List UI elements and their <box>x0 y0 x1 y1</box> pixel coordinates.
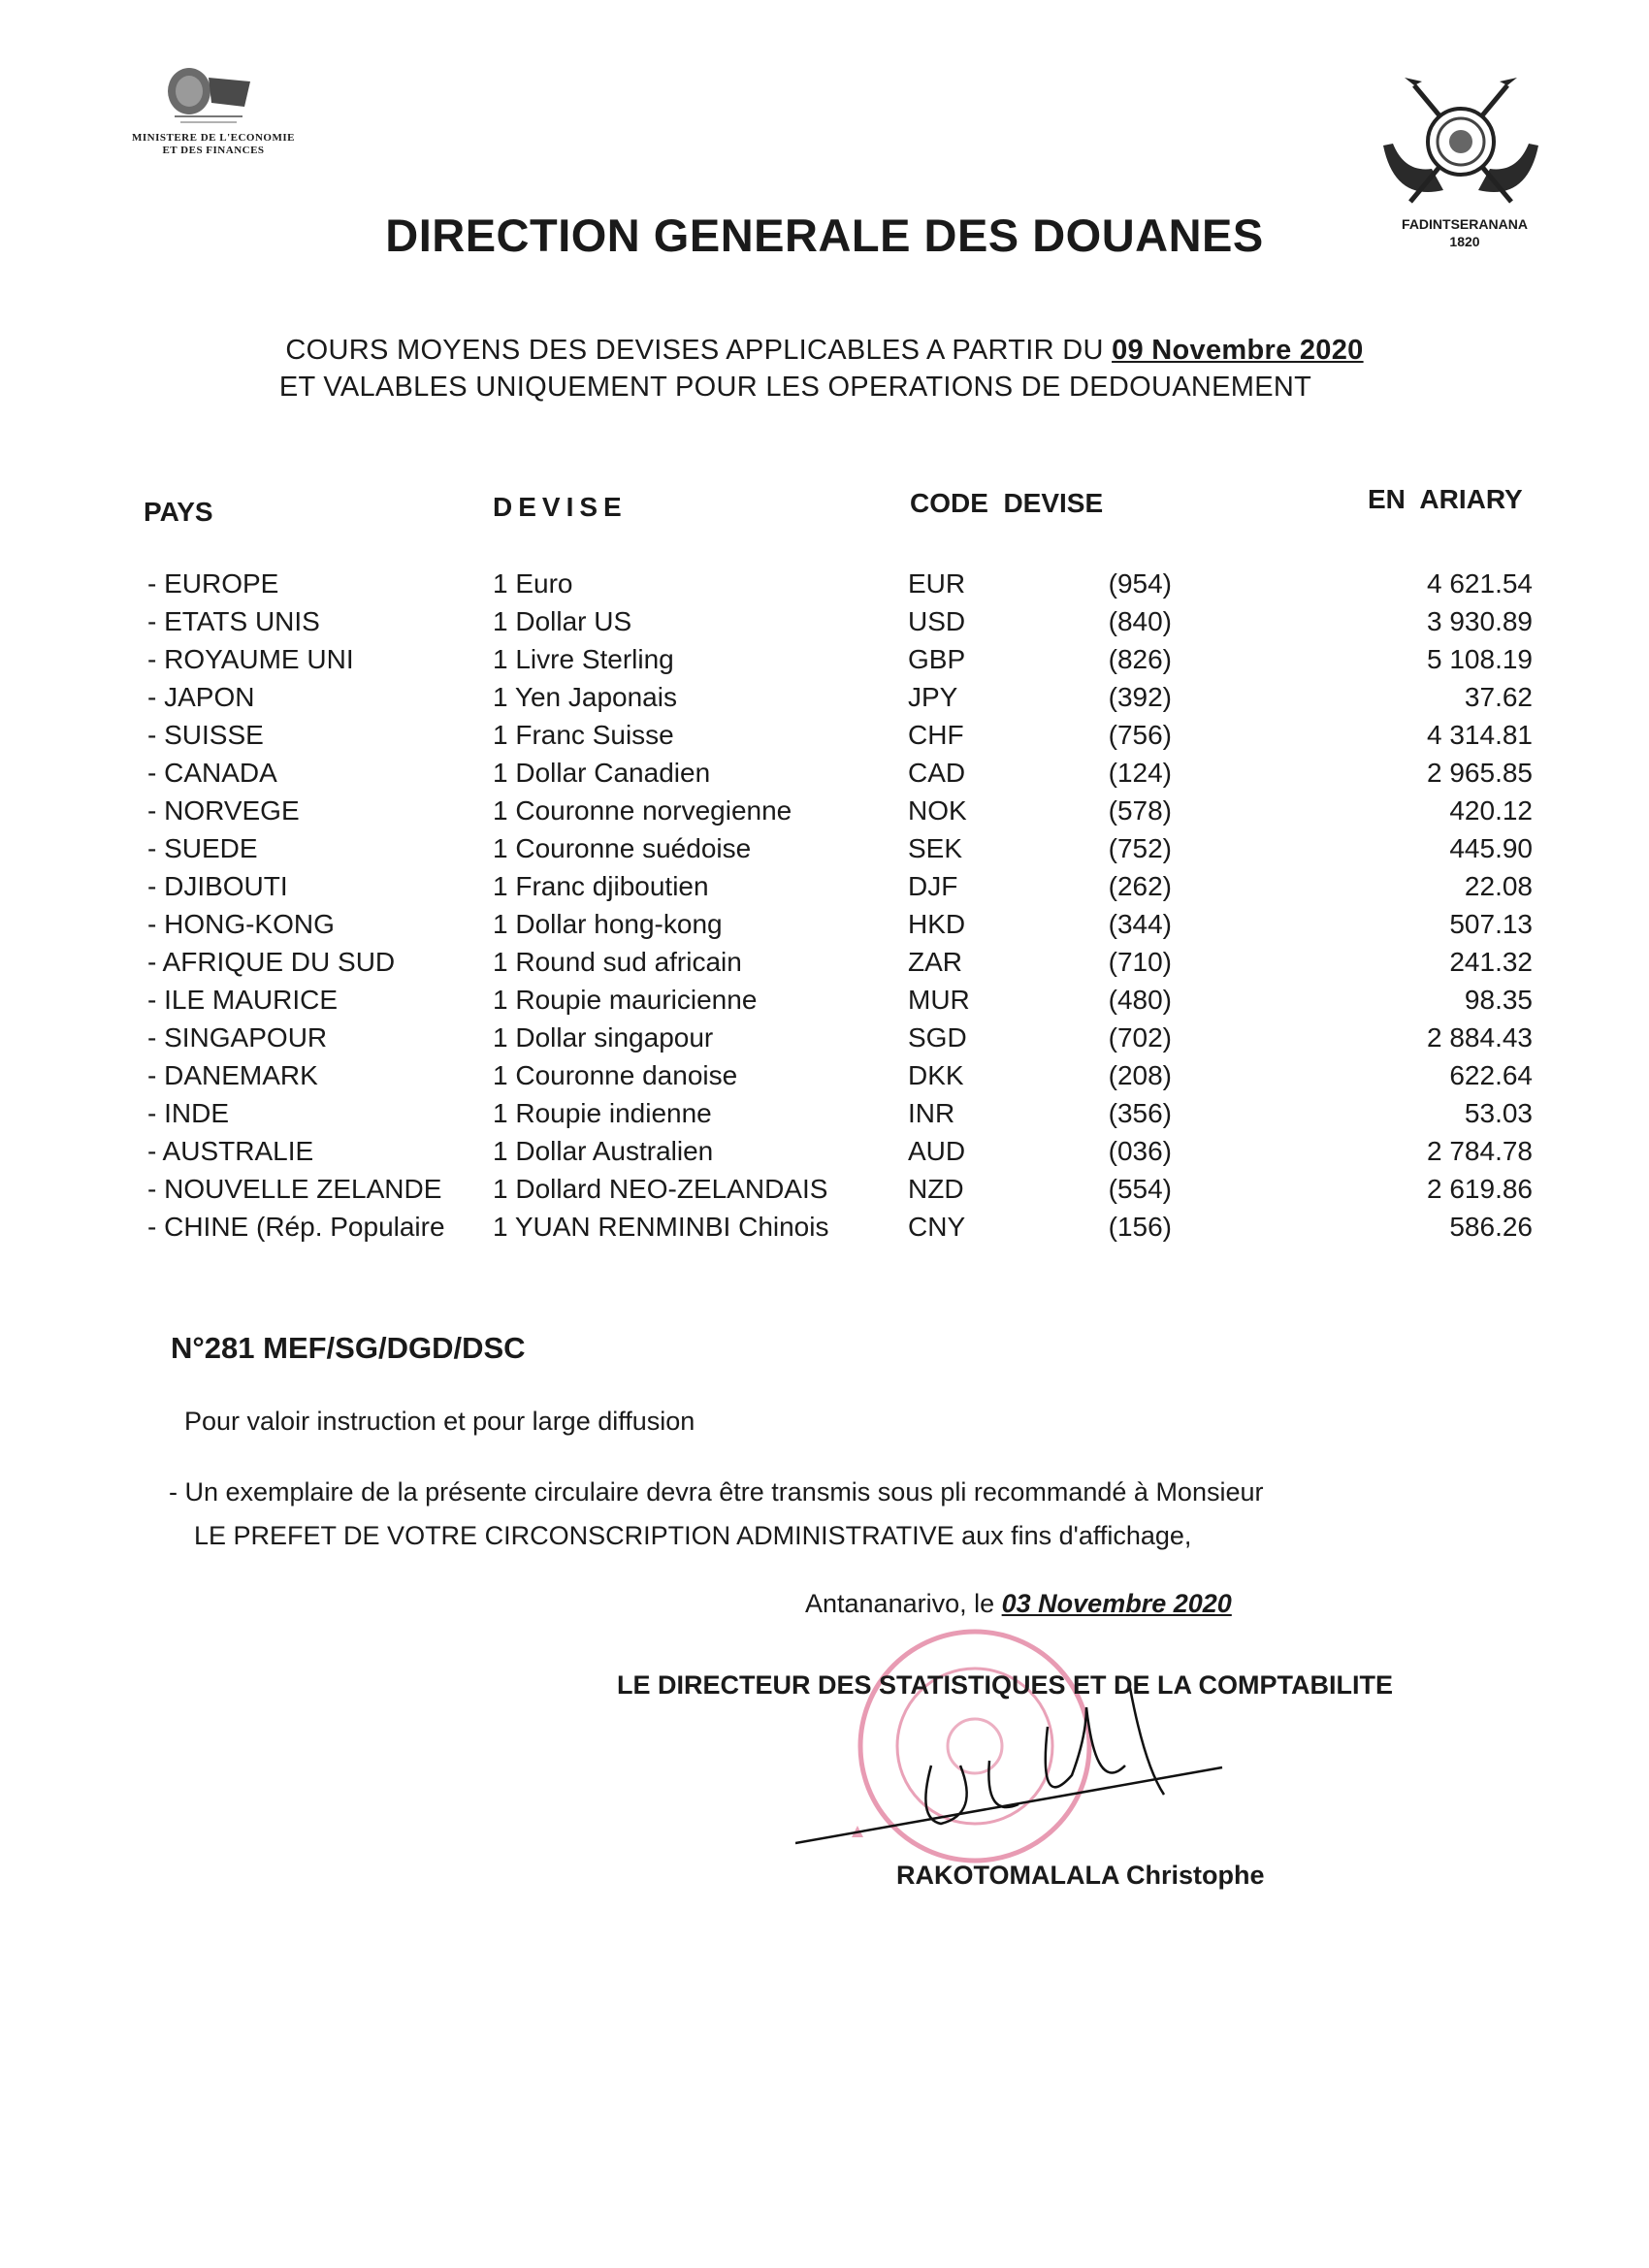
numeric-code-cell: (702) <box>1108 1022 1172 1053</box>
table-row <box>0 909 1649 948</box>
country-cell: - SUEDE <box>147 833 258 863</box>
code-cell: EUR <box>908 568 966 599</box>
country-cell: - JAPON <box>147 682 255 712</box>
ministry-emblem-icon <box>155 60 262 128</box>
ariary-value-cell: 98.35 <box>1464 985 1533 1015</box>
column-header-code: CODE DEVISE <box>910 488 1104 518</box>
numeric-code-cell: (208) <box>1108 1060 1172 1090</box>
table-row <box>0 568 1649 607</box>
ariary-value-cell: 445.90 <box>1449 833 1533 863</box>
country-cell: - ETATS UNIS <box>147 606 320 636</box>
numeric-code-cell: (554) <box>1108 1174 1172 1204</box>
ariary-value-cell: 241.32 <box>1449 947 1533 977</box>
currency-cell: 1 Dollar singapour <box>493 1022 714 1053</box>
code-cell: SEK <box>908 833 963 863</box>
currency-cell: 1 Dollar Australien <box>493 1136 714 1166</box>
director-title: LE DIRECTEUR DES STATISTIQUES ET DE LA COMPTABILITE <box>617 1670 1394 1700</box>
code-cell: CHF <box>908 720 964 750</box>
seal-year: 1820 <box>1449 234 1480 249</box>
code-cell: DKK <box>908 1060 964 1090</box>
country-cell: - HONG-KONG <box>147 909 335 939</box>
signature-date: 03 Novembre 2020 <box>1001 1589 1232 1618</box>
currency-cell: 1 Roupie indienne <box>493 1098 712 1128</box>
numeric-code-cell: (356) <box>1108 1098 1172 1128</box>
subtitle-prefix: COURS MOYENS DES DEVISES APPLICABLES A PARTIR DU <box>285 335 1113 366</box>
currency-cell: 1 Yen Japonais <box>493 682 677 712</box>
numeric-code-cell: (036) <box>1108 1136 1172 1166</box>
country-cell: - SUISSE <box>147 720 264 750</box>
code-cell: MUR <box>908 985 970 1015</box>
numeric-code-cell: (756) <box>1108 720 1172 750</box>
ariary-value-cell: 3 930.89 <box>1427 606 1533 636</box>
country-cell: - EUROPE <box>147 568 279 599</box>
table-row <box>0 1174 1649 1213</box>
code-cell: SGD <box>908 1022 967 1053</box>
ariary-value-cell: 4 314.81 <box>1427 720 1533 750</box>
country-cell: - NORVEGE <box>147 795 300 826</box>
code-cell: GBP <box>908 644 966 674</box>
table-row <box>0 1060 1649 1099</box>
table-row <box>0 947 1649 986</box>
currency-cell: 1 Couronne suédoise <box>493 833 752 863</box>
table-row <box>0 1022 1649 1061</box>
ariary-value-cell: 2 619.86 <box>1427 1174 1533 1204</box>
currency-cell: 1 YUAN RENMINBI Chinois <box>493 1212 829 1242</box>
table-row <box>0 1098 1649 1137</box>
numeric-code-cell: (840) <box>1108 606 1172 636</box>
code-cell: CNY <box>908 1212 966 1242</box>
note-line2: LE PREFET DE VOTRE CIRCONSCRIPTION ADMINISTRATIVE aux fins d'affichage, <box>194 1521 1192 1550</box>
table-row <box>0 644 1649 683</box>
ariary-value-cell: 22.08 <box>1464 871 1533 901</box>
currency-cell: 1 Dollar US <box>493 606 632 636</box>
ariary-value-cell: 5 108.19 <box>1427 644 1533 674</box>
code-cell: INR <box>908 1098 955 1128</box>
column-header-pays: PAYS <box>144 497 213 527</box>
currency-cell: 1 Couronne norvegienne <box>493 795 792 826</box>
currency-cell: 1 Livre Sterling <box>493 644 674 674</box>
table-row <box>0 985 1649 1023</box>
numeric-code-cell: (262) <box>1108 871 1172 901</box>
code-cell: AUD <box>908 1136 966 1166</box>
table-row <box>0 758 1649 796</box>
place-and-date <box>805 1589 1232 1619</box>
column-header-devise: DEVISE <box>493 492 628 522</box>
numeric-code-cell: (344) <box>1108 909 1172 939</box>
ariary-value-cell: 507.13 <box>1449 909 1533 939</box>
country-cell: - ROYAUME UNI <box>147 644 354 674</box>
place-text: Antananarivo, le <box>805 1589 1002 1618</box>
numeric-code-cell: (954) <box>1108 568 1172 599</box>
numeric-code-cell: (392) <box>1108 682 1172 712</box>
ariary-value-cell: 4 621.54 <box>1427 568 1533 599</box>
numeric-code-cell: (752) <box>1108 833 1172 863</box>
handwritten-signature-icon <box>795 1649 1242 1882</box>
ministry-name <box>97 132 330 157</box>
table-row <box>0 1136 1649 1175</box>
country-cell: - INDE <box>147 1098 229 1128</box>
currency-cell: 1 Franc djiboutien <box>493 871 709 901</box>
numeric-code-cell: (710) <box>1108 947 1172 977</box>
code-cell: CAD <box>908 758 966 788</box>
currency-cell: 1 Dollard NEO-ZELANDAIS <box>493 1174 828 1204</box>
code-cell: JPY <box>908 682 958 712</box>
instruction-text: Pour valoir instruction et pour large diffusion <box>184 1407 695 1436</box>
numeric-code-cell: (480) <box>1108 985 1172 1015</box>
ariary-value-cell: 420.12 <box>1449 795 1533 826</box>
country-cell: - DJIBOUTI <box>147 871 288 901</box>
ariary-value-cell: 622.64 <box>1449 1060 1533 1090</box>
ariary-value-cell: 2 884.43 <box>1427 1022 1533 1053</box>
currency-cell: 1 Dollar Canadien <box>493 758 711 788</box>
country-cell: - AFRIQUE DU SUD <box>147 947 396 977</box>
table-row <box>0 606 1649 645</box>
table-row <box>0 682 1649 721</box>
national-seal-icon <box>1375 76 1546 211</box>
country-cell: - CANADA <box>147 758 277 788</box>
table-row <box>0 720 1649 759</box>
country-cell: - NOUVELLE ZELANDE <box>147 1174 442 1204</box>
code-cell: NZD <box>908 1174 964 1204</box>
seal-motto: FADINTSERANANA <box>1402 216 1528 232</box>
numeric-code-cell: (156) <box>1108 1212 1172 1242</box>
currency-cell: 1 Franc Suisse <box>493 720 674 750</box>
ariary-value-cell: 2 784.78 <box>1427 1136 1533 1166</box>
code-cell: USD <box>908 606 966 636</box>
table-row <box>0 833 1649 872</box>
country-cell: - SINGAPOUR <box>147 1022 328 1053</box>
ariary-value-cell: 586.26 <box>1449 1212 1533 1242</box>
ariary-value-cell: 2 965.85 <box>1427 758 1533 788</box>
ministry-line2: ET DES FINANCES <box>162 145 265 156</box>
note-line1: - Un exemplaire de la présente circulaire devra être transmis sous pli recommandé à Monsieur <box>169 1477 1264 1507</box>
numeric-code-cell: (124) <box>1108 758 1172 788</box>
code-cell: NOK <box>908 795 967 826</box>
ariary-value-cell: 53.03 <box>1464 1098 1533 1128</box>
country-cell: - ILE MAURICE <box>147 985 339 1015</box>
country-cell: - CHINE (Rép. Populaire <box>147 1212 445 1242</box>
ariary-value-cell: 37.62 <box>1464 682 1533 712</box>
effective-date: 09 Novembre 2020 <box>1112 335 1364 366</box>
ministry-line1: MINISTERE DE L'ECONOMIE <box>132 132 295 144</box>
numeric-code-cell: (578) <box>1108 795 1172 826</box>
table-row <box>0 1212 1649 1250</box>
page-title: DIRECTION GENERALE DES DOUANES <box>385 210 1264 261</box>
signer-name: RAKOTOMALALA Christophe <box>896 1861 1265 1890</box>
code-cell: HKD <box>908 909 966 939</box>
seal-caption <box>1368 215 1562 250</box>
column-header-ariary: EN ARIARY <box>1368 484 1523 514</box>
subtitle-line2: ET VALABLES UNIQUEMENT POUR LES OPERATIONS DE DEDOUANEMENT <box>278 372 1312 403</box>
circular-reference: N°281 MEF/SG/DGD/DSC <box>171 1331 526 1365</box>
currency-cell: 1 Euro <box>493 568 573 599</box>
currency-cell: 1 Roupie mauricienne <box>493 985 758 1015</box>
subtitle-line1 <box>242 335 1406 367</box>
code-cell: DJF <box>908 871 958 901</box>
country-cell: - AUSTRALIE <box>147 1136 314 1166</box>
table-row <box>0 871 1649 910</box>
currency-cell: 1 Dollar hong-kong <box>493 909 723 939</box>
code-cell: ZAR <box>908 947 962 977</box>
country-cell: - DANEMARK <box>147 1060 318 1090</box>
currency-cell: 1 Couronne danoise <box>493 1060 738 1090</box>
numeric-code-cell: (826) <box>1108 644 1172 674</box>
table-row <box>0 795 1649 834</box>
currency-cell: 1 Round sud africain <box>493 947 742 977</box>
